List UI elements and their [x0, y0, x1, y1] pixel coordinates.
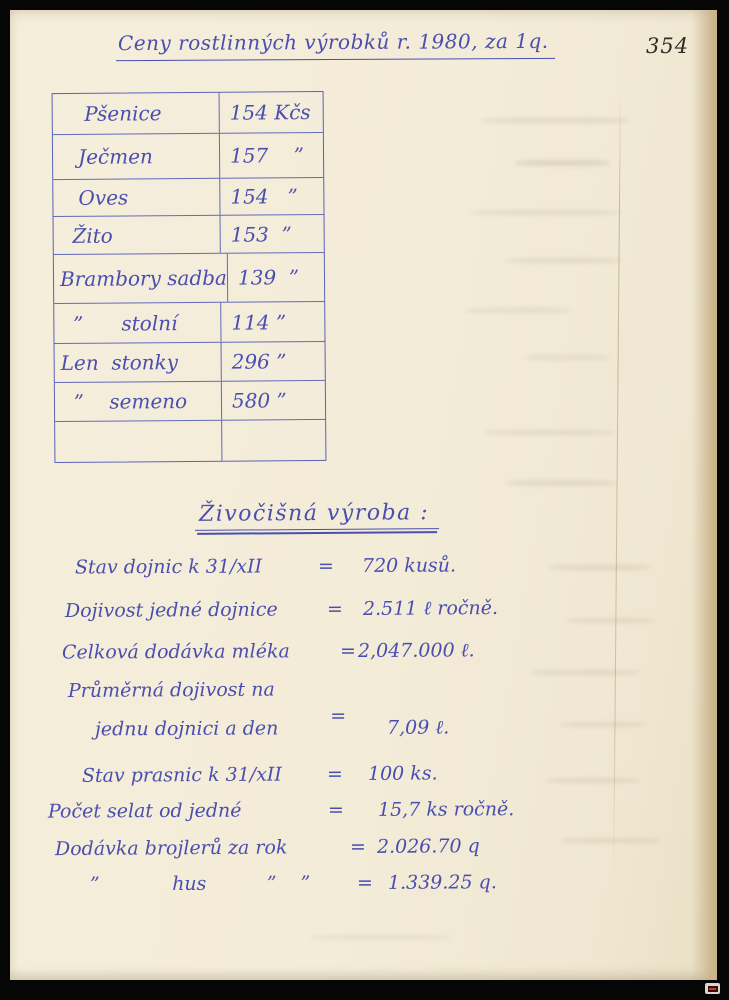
- item-label: Brambory sadba: [59, 265, 228, 292]
- line-label: Celková dodávka mléka: [61, 640, 290, 664]
- scanner-watermark-dash: [709, 988, 716, 990]
- handwritten-line: [10, 870, 700, 906]
- item-label: ” stolní: [60, 310, 178, 336]
- item-cell: [55, 421, 222, 462]
- item-label: Pšenice: [58, 101, 162, 127]
- handwritten-line: [10, 797, 700, 833]
- handwritten-line: [10, 715, 700, 751]
- price-cell: [220, 178, 323, 215]
- line-value: 2,047.000 ℓ.: [357, 639, 475, 662]
- item-label: Ječmen: [58, 144, 153, 170]
- line-value: 2.511 ℓ ročně.: [362, 597, 499, 620]
- price-cell: [220, 92, 323, 133]
- price-value: 114 ”: [231, 309, 287, 335]
- price-cell: [228, 253, 324, 302]
- price-cell: [220, 133, 323, 178]
- item-cell: [54, 216, 221, 254]
- price-value: 154 ”: [230, 184, 298, 209]
- table-row: [55, 342, 325, 383]
- section-heading: Živočišná výroba :: [195, 500, 439, 531]
- equals-sign: =: [327, 799, 344, 822]
- line-label: Stav dojnic k 31/xII: [74, 555, 263, 579]
- bleedthrough-smudge: [485, 430, 615, 435]
- table-row: [55, 420, 325, 462]
- document-title: Ceny rostlinných výrobků r. 1980, za 1q.: [116, 29, 555, 61]
- line-label: ” hus ” ”: [89, 872, 311, 896]
- bleedthrough-smudge: [480, 118, 630, 123]
- bleedthrough-smudge: [505, 258, 620, 263]
- equals-sign: =: [326, 598, 343, 621]
- price-cell: [221, 302, 324, 342]
- table-row: [54, 253, 324, 304]
- line-value: 2.026.70 q: [376, 835, 480, 858]
- line-label: Průměrná dojivost na: [67, 678, 275, 703]
- bleedthrough-smudge: [465, 308, 570, 313]
- price-cell: [222, 381, 325, 420]
- handwritten-line: [10, 596, 700, 633]
- price-cell: [222, 342, 325, 381]
- equals-sign: =: [317, 555, 334, 578]
- price-cell: [222, 420, 325, 461]
- item-cell: [53, 134, 220, 179]
- equals-sign: =: [349, 835, 366, 859]
- bleedthrough-smudge: [515, 160, 610, 166]
- line-label: jednu dojnici a den: [94, 717, 279, 741]
- item-label: Žito: [59, 223, 113, 248]
- price-value: 153 ”: [230, 221, 292, 247]
- price-table: [52, 91, 327, 463]
- page-number: 354: [646, 34, 690, 58]
- price-value: 154 Kčs: [229, 100, 311, 125]
- line-value: 720 kusů.: [361, 554, 457, 577]
- table-row: [53, 133, 323, 180]
- handwritten-line: [10, 761, 700, 798]
- handwritten-line: [10, 638, 700, 674]
- table-row: [54, 215, 324, 255]
- line-value: 100 ks.: [367, 762, 438, 785]
- equals-sign: =: [356, 871, 373, 894]
- line-label: Stav prasnic k 31/xII: [81, 763, 282, 787]
- equals-sign: =: [326, 763, 343, 786]
- bleedthrough-smudge: [505, 480, 615, 486]
- line-label: Počet selat od jedné: [47, 799, 242, 823]
- table-row: [53, 178, 323, 217]
- price-cell: [221, 215, 324, 253]
- equals-sign: =: [339, 639, 356, 663]
- item-label: Oves: [59, 185, 129, 211]
- price-value: 296 ”: [231, 349, 287, 374]
- line-value: 7,09 ℓ.: [386, 716, 450, 739]
- table-row: [53, 92, 323, 135]
- price-value: 139 ”: [237, 265, 300, 290]
- equals-sign: =: [330, 705, 347, 728]
- item-cell: [53, 93, 220, 134]
- line-value: 1.339.25 q.: [387, 871, 497, 894]
- line-value: 15,7 ks ročně.: [377, 798, 515, 821]
- item-cell: [53, 179, 220, 216]
- handwritten-line: [10, 553, 700, 589]
- scanner-watermark-icon: [705, 983, 720, 994]
- bleedthrough-smudge: [525, 355, 610, 360]
- handwritten-line: [10, 834, 700, 871]
- price-value: 157 ”: [229, 143, 304, 168]
- item-label: ” semeno: [60, 389, 188, 415]
- scanned-page: [10, 10, 717, 980]
- bleedthrough-smudge: [470, 210, 620, 215]
- item-cell: [54, 303, 221, 343]
- item-cell: [55, 343, 222, 382]
- item-cell: [55, 382, 222, 421]
- table-row: [54, 302, 324, 344]
- scanner-watermark-inner: [708, 986, 718, 992]
- price-value: 580 ”: [231, 388, 287, 413]
- bleedthrough-smudge: [310, 935, 450, 940]
- item-label: Len stonky: [60, 350, 179, 376]
- item-cell: [54, 254, 228, 303]
- line-label: Dojivost jedné dojnice: [64, 598, 278, 623]
- table-row: [55, 381, 325, 422]
- line-label: Dodávka brojlerů za rok: [54, 836, 288, 861]
